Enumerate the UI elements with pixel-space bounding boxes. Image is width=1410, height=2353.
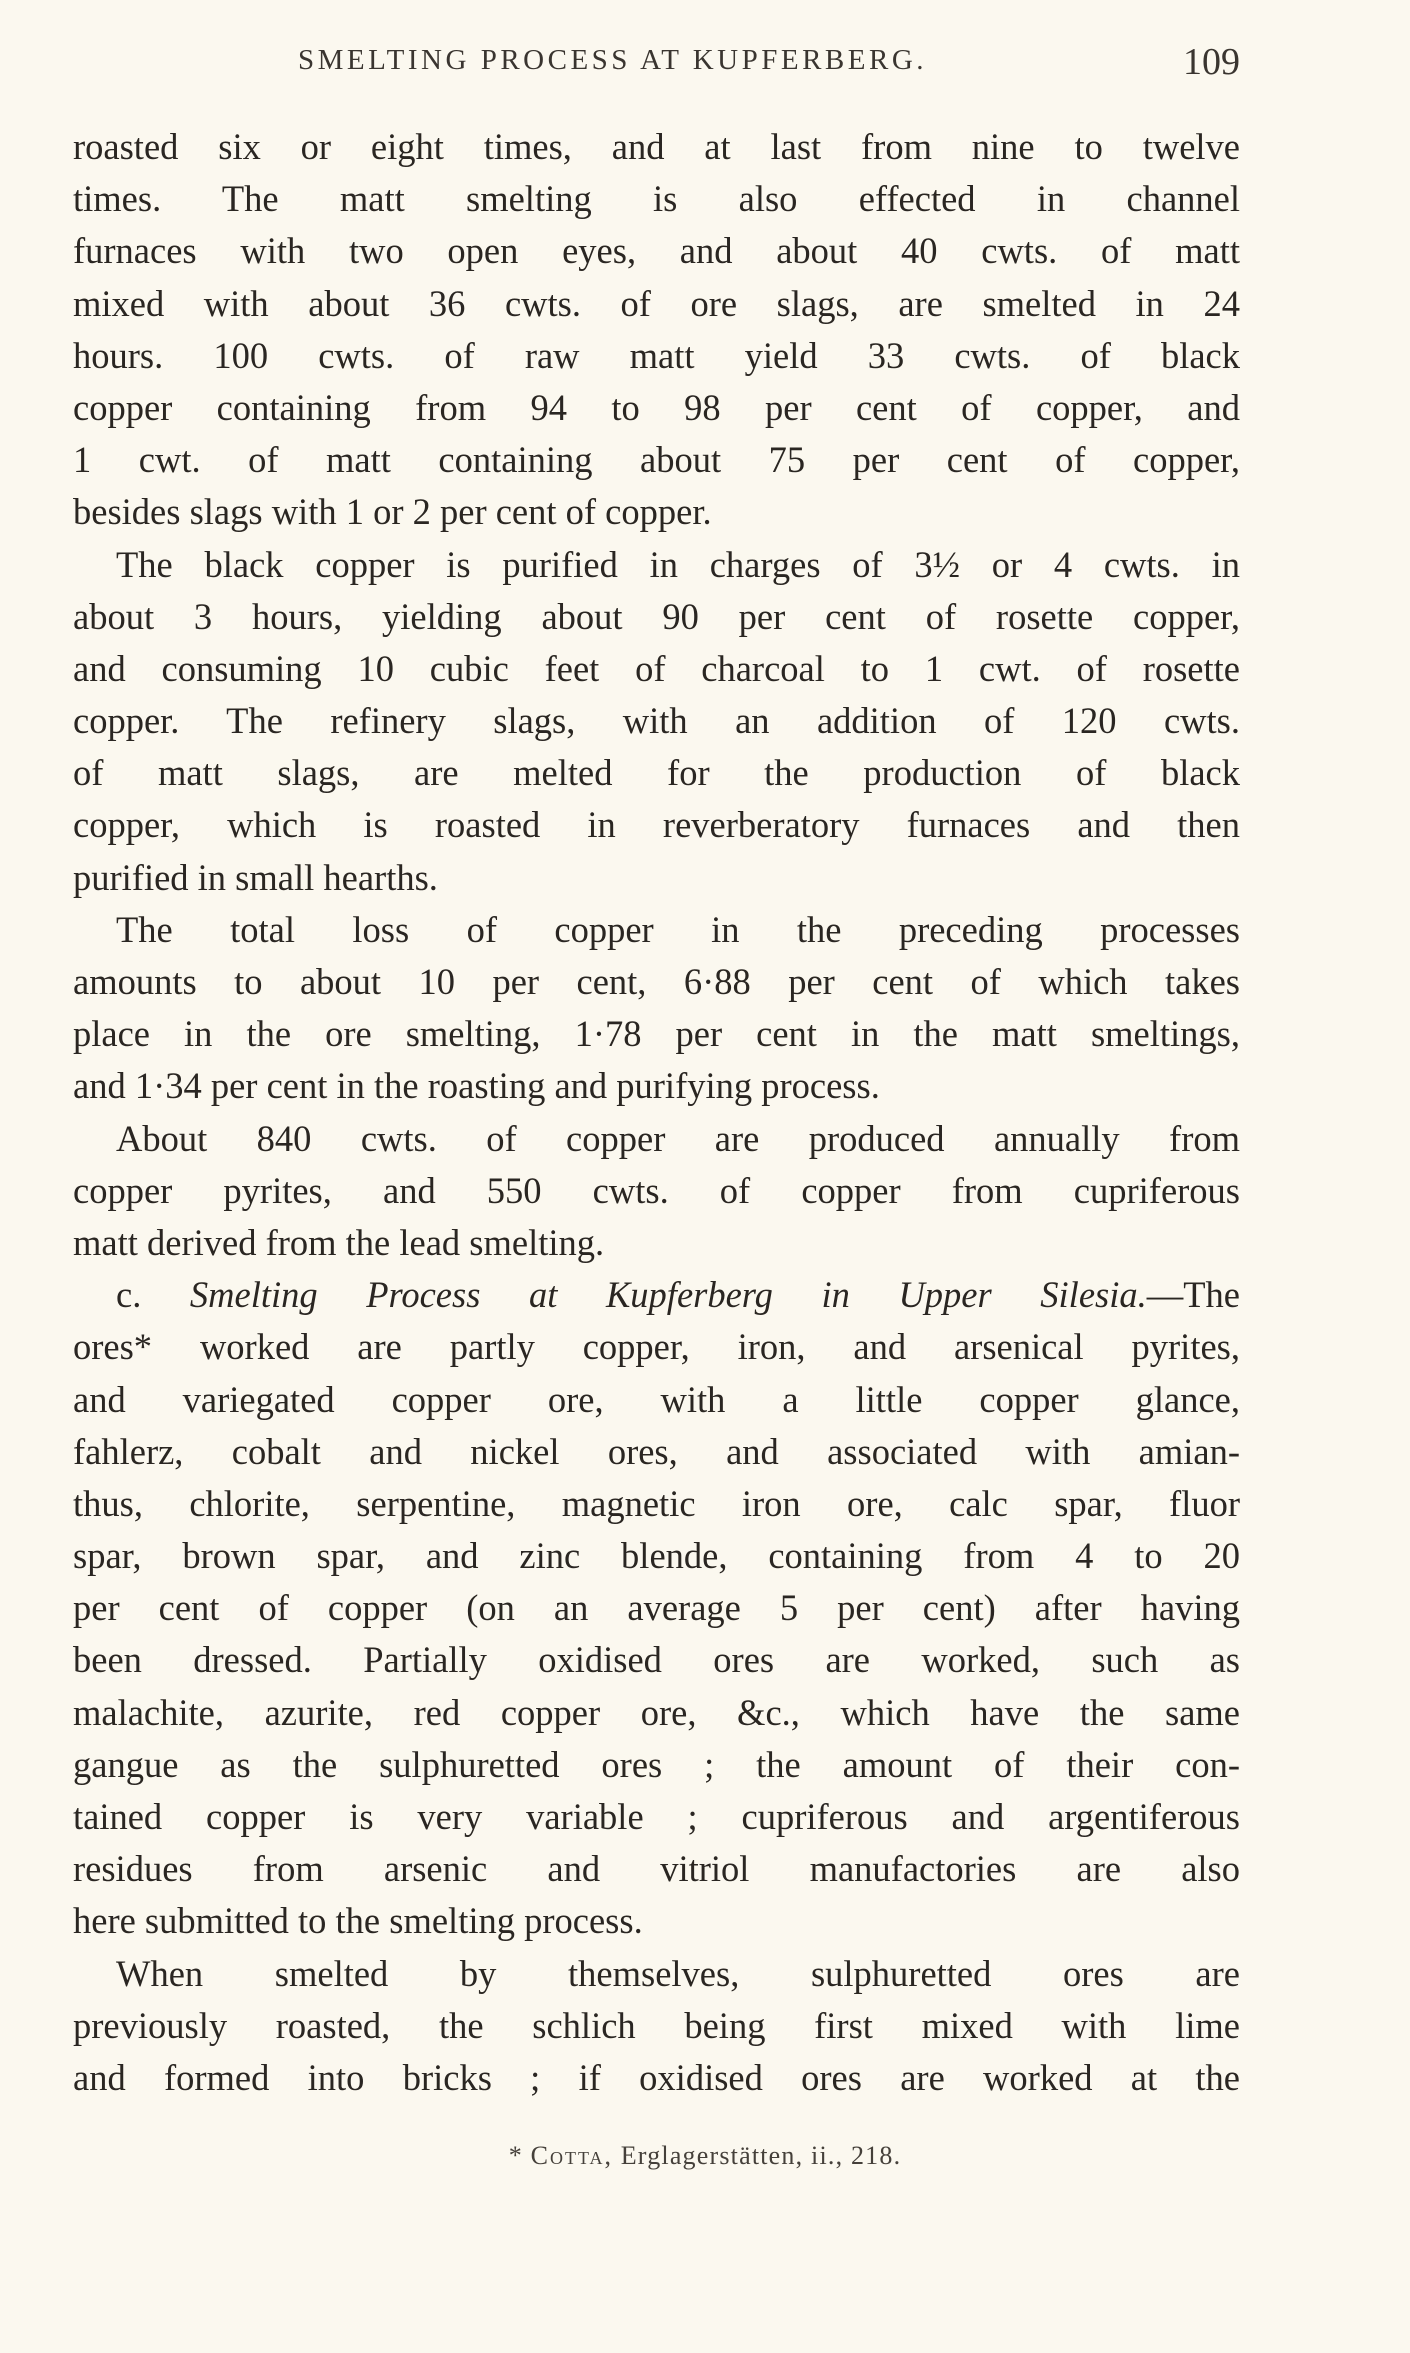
text-line: 1 cwt. of matt containing about 75 per cent of copper, xyxy=(73,439,1240,481)
text-line: spar, brown spar, and zinc blende, containing from 4 to 20 xyxy=(73,1535,1240,1577)
text-line: of matt slags, are melted for the production of black xyxy=(73,752,1240,794)
section-title: Smelting Process at Kupferberg in Upper Silesia. xyxy=(189,1274,1147,1316)
text-line: previously roasted, the schlich being first mixed with lime xyxy=(73,2004,1240,2046)
text-line: besides slags with 1 or 2 per cent of copper. xyxy=(73,491,712,533)
section-heading-line xyxy=(73,1269,1240,1321)
text-line: malachite, azurite, red copper ore, &c., which have the same xyxy=(73,1691,1240,1733)
text-line: roasted six or eight times, and at last from nine to twelve xyxy=(73,126,1240,167)
text-line: thus, chlorite, serpentine, magnetic iron ore, calc spar, fluor xyxy=(73,1482,1240,1524)
text-line: mixed with about 36 cwts. of ore slags, are smelted in 24 xyxy=(73,282,1240,324)
text-line: place in the ore smelting, 1·78 per cent in the matt smeltings, xyxy=(73,1013,1240,1055)
text-line: per cent of copper (on an average 5 per cent) after having xyxy=(73,1587,1240,1629)
text-line: The total loss of copper in the preceding processes xyxy=(116,908,1240,950)
text-line: When smelted by themselves, sulphuretted ores are xyxy=(116,1952,1240,1994)
text-line: here submitted to the smelting process. xyxy=(73,1900,643,1942)
footnote-marker: * xyxy=(508,2141,523,2170)
text-line: matt derived from the lead smelting. xyxy=(73,1221,605,1263)
text-line: copper. The refinery slags, with an addition of 120 cwts. xyxy=(73,700,1240,742)
footnote-work: Erglagerstätten, ii., 218. xyxy=(620,2141,902,2170)
text-line: fahlerz, cobalt and nickel ores, and associated with amian- xyxy=(73,1430,1240,1472)
text-line: copper, which is roasted in reverberatory furnaces and then xyxy=(73,804,1240,846)
text-line: hours. 100 cwts. of raw matt yield 33 cwts. of black xyxy=(73,334,1240,376)
body-text xyxy=(73,121,1240,2104)
text-line: purified in small hearths. xyxy=(73,856,438,898)
running-head xyxy=(73,40,1240,90)
running-title: SMELTING PROCESS AT KUPFERBERG. xyxy=(298,44,928,76)
text-line: amounts to about 10 per cent, 6·88 per cent of which takes xyxy=(73,961,1240,1002)
text-line: about 3 hours, yielding about 90 per cent of rosette copper, xyxy=(73,595,1240,637)
text-line: About 840 cwts. of copper are produced annually from xyxy=(116,1117,1240,1159)
text-line: furnaces with two open eyes, and about 40 cwts. of matt xyxy=(73,230,1240,272)
text-line: been dressed. Partially oxidised ores are worked, such as xyxy=(73,1639,1240,1681)
text-line: copper containing from 94 to 98 per cent of copper, and xyxy=(73,386,1240,428)
text-line: and variegated copper ore, with a little copper glance, xyxy=(73,1378,1240,1420)
footnote-author: Cotta, xyxy=(530,2141,614,2170)
footnote xyxy=(0,2141,1410,2171)
page-number: 109 xyxy=(1183,41,1240,83)
text-line: tained copper is very variable ; cupriferous and argentiferous xyxy=(73,1796,1240,1837)
text-line: and formed into bricks ; if oxidised ores are worked at the xyxy=(73,2056,1240,2098)
text-line: and 1·34 per cent in the roasting and purifying process. xyxy=(73,1065,880,1107)
text-line: The black copper is purified in charges of 3½ or 4 cwts. in xyxy=(116,543,1240,585)
text-line: ores* worked are partly copper, iron, and arsenical pyrites, xyxy=(73,1326,1240,1368)
text-line: and consuming 10 cubic feet of charcoal to 1 cwt. of rosette xyxy=(73,647,1240,689)
text-line: copper pyrites, and 550 cwts. of copper from cupriferous xyxy=(73,1169,1240,1211)
text-line: residues from arsenic and vitriol manufactories are also xyxy=(73,1848,1240,1890)
text-line: gangue as the sulphuretted ores ; the amount of their con- xyxy=(73,1743,1240,1785)
section-letter: c. xyxy=(116,1274,142,1316)
section-lead-in: —The xyxy=(1146,1274,1240,1316)
text-line: times. The matt smelting is also effected in channel xyxy=(73,178,1240,220)
